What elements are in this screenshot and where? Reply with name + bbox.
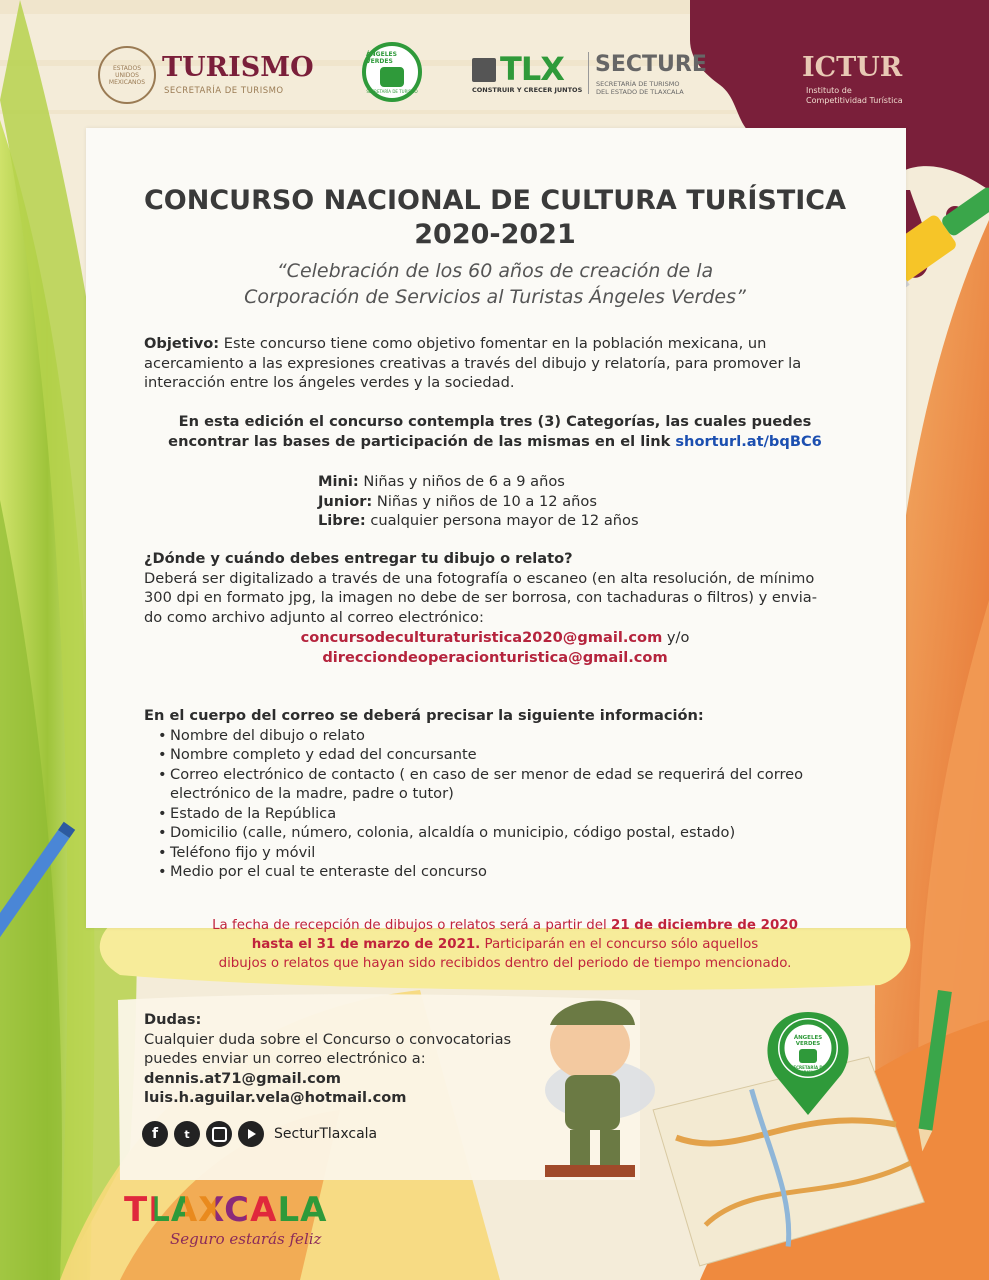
page-title: [90, 184, 900, 252]
ictur-subtitle: [806, 86, 903, 106]
angeles-emblem-icon: [380, 67, 404, 87]
delivery-email-joiner: y/o: [662, 629, 690, 646]
pin-emblem-icon: [799, 1049, 817, 1063]
youtube-icon[interactable]: [238, 1121, 264, 1147]
category-label: Mini:: [318, 473, 359, 490]
mexico-seal: ESTADOS UNIDOS MEXICANOS: [98, 46, 156, 104]
secture-logo: SECTURE: [595, 52, 707, 77]
secture-sub-line1: SECRETARÍA DE TURISMO: [596, 80, 680, 88]
logo-divider: [588, 52, 589, 94]
tlx-text: TLX: [500, 50, 564, 88]
page-subtitle: [90, 258, 900, 310]
pin-angeles-logo: [783, 1035, 833, 1075]
required-info-list: [158, 726, 884, 882]
required-info-heading: En el cuerpo del correo se deberá precisar la siguiente información:: [144, 707, 704, 724]
categories-intro-line2: encontrar las bases de participación de las mismas en el link: [168, 432, 676, 450]
categories-intro-line1: En esta edición el concurso contempla tres (3) Categorías, las cuales puedes: [178, 413, 812, 430]
tlx-tagline: CONSTRUIR Y CRECER JUNTOS: [472, 86, 583, 94]
category-text: Niñas y niños de 6 a 9 años: [358, 473, 565, 490]
delivery-line3: do como archivo adjunto al correo electrónico:: [144, 608, 484, 626]
bases-link[interactable]: shorturl.at/bqBC6: [675, 432, 822, 450]
category-label: Libre:: [318, 512, 366, 529]
delivery-line1: Deberá ser digitalizado a través de una fotografía o escaneo (en alta resolución, de mínimo: [144, 569, 815, 587]
title-line1: CONCURSO NACIONAL DE CULTURA TURÍSTICA: [143, 185, 847, 216]
turismo-logo-subtitle: SECRETARÍA DE TURISMO: [164, 86, 284, 96]
dates-start: 21 de diciembre de 2020: [611, 918, 798, 933]
category-text: cualquier persona mayor de 12 años: [365, 512, 639, 529]
social-bar: [142, 1121, 377, 1147]
subtitle-line2: Corporación de Servicios al Turistas Ángeles Verdes”: [244, 286, 746, 308]
delivery-section: [144, 549, 879, 627]
delivery-email-2[interactable]: direcciondeoperacionturistica@gmail.com: [322, 648, 668, 666]
dates-notice: [120, 916, 890, 973]
doubts-email-2[interactable]: luis.h.aguilar.vela@hotmail.com: [144, 1089, 407, 1106]
twitter-icon[interactable]: t: [174, 1121, 200, 1147]
category-label: Junior:: [318, 492, 373, 510]
categories-list: [318, 472, 798, 531]
facebook-icon[interactable]: f: [142, 1121, 168, 1147]
list-item: • Nombre completo y edad del concursante: [158, 745, 884, 765]
tlx-logo: [500, 50, 564, 88]
pin-angeles-bottom: SECRETARÍA DE TURISMO: [790, 1065, 826, 1075]
objective-text: Este concurso tiene como objetivo fomentar en la población mexicana, un acercamiento a las expresiones creativas a través del dibujo y relatoría, para promover la interacción entre los ángeles verdes y la sociedad.: [144, 335, 802, 391]
list-item: • Domicilio (calle, número, colonia, alcaldía o municipio, código postal, estado): [158, 823, 884, 843]
category-libre: [318, 511, 798, 531]
dates-end: hasta el 31 de marzo de 2021.: [251, 937, 481, 952]
pin-angeles-top: ÁNGELES VERDES: [793, 1035, 823, 1047]
tlaxcala-tagline: Seguro estarás feliz: [170, 1230, 322, 1248]
doubts-line1: Cualquier duda sobre el Concurso o convocatorias: [144, 1030, 512, 1048]
title-line2: 2020-2021: [414, 219, 576, 250]
instagram-icon[interactable]: [206, 1121, 232, 1147]
required-info-section: [144, 706, 884, 882]
list-item: • Nombre del dibujo o relato: [158, 726, 884, 746]
angeles-verdes-logo: ÁNGELES VERDES SECRETARÍA DE TURISMO: [362, 42, 422, 102]
turismo-logo-title: TURISMO: [162, 52, 314, 83]
list-item: • Estado de la República: [158, 804, 884, 824]
category-mini: [318, 472, 798, 492]
delivery-line2: 300 dpi en formato jpg, la imagen no debe de ser borrosa, con tachaduras o filtros) y envia-: [144, 589, 817, 606]
secture-sub-line2: DEL ESTADO DE TLAXCALA: [596, 88, 684, 96]
list-item: • Correo electrónico de contacto ( en caso de ser menor de edad se requerirá del correo electrónico de la madre, padre o tutor): [158, 765, 884, 804]
dates-text-e: dibujos o relatos que hayan sido recibidos dentro del periodo de tiempo mencionado.: [218, 956, 792, 971]
tlaxcala-wordmark: TLAXCALA: [124, 1190, 328, 1230]
subtitle-line1: “Celebración de los 60 años de creación de la: [276, 260, 714, 282]
secture-subtitle: [596, 80, 684, 96]
ictur-logo: ICTUR: [802, 52, 903, 83]
category-text: Niñas y niños de 10 a 12 años: [372, 492, 597, 510]
list-item: • Medio por el cual te enteraste del concurso: [158, 862, 884, 882]
delivery-heading: ¿Dónde y cuándo debes entregar tu dibujo o relato?: [144, 550, 573, 567]
dates-text-d: Participarán en el concurso sólo aquellos: [480, 937, 759, 952]
doubts-line2: puedes enviar un correo electrónico a:: [144, 1050, 426, 1067]
list-item: • Teléfono fijo y móvil: [158, 843, 884, 863]
social-handle[interactable]: SecturTlaxcala: [274, 1126, 378, 1142]
ictur-sub-line1: Instituto de: [806, 86, 852, 95]
ictur-sub-line2: Competitividad Turística: [806, 96, 903, 105]
tlaxcala-brand: [124, 1190, 327, 1230]
objective-paragraph: [144, 334, 859, 393]
tlaxcala-shield-icon: [472, 58, 496, 82]
doubts-heading: Dudas:: [144, 1011, 202, 1028]
category-junior: [318, 492, 798, 512]
delivery-email-1[interactable]: concursodeculturaturistica2020@gmail.com: [300, 629, 663, 646]
categories-intro: [100, 412, 890, 451]
dates-text-a: La fecha de recepción de dibujos o relatos será a partir del: [212, 918, 611, 933]
doubts-email-1[interactable]: dennis.at71@gmail.com: [144, 1069, 342, 1087]
objective-label: Objetivo:: [144, 335, 220, 352]
delivery-emails: [100, 628, 890, 667]
doubts-section: [144, 1010, 584, 1108]
